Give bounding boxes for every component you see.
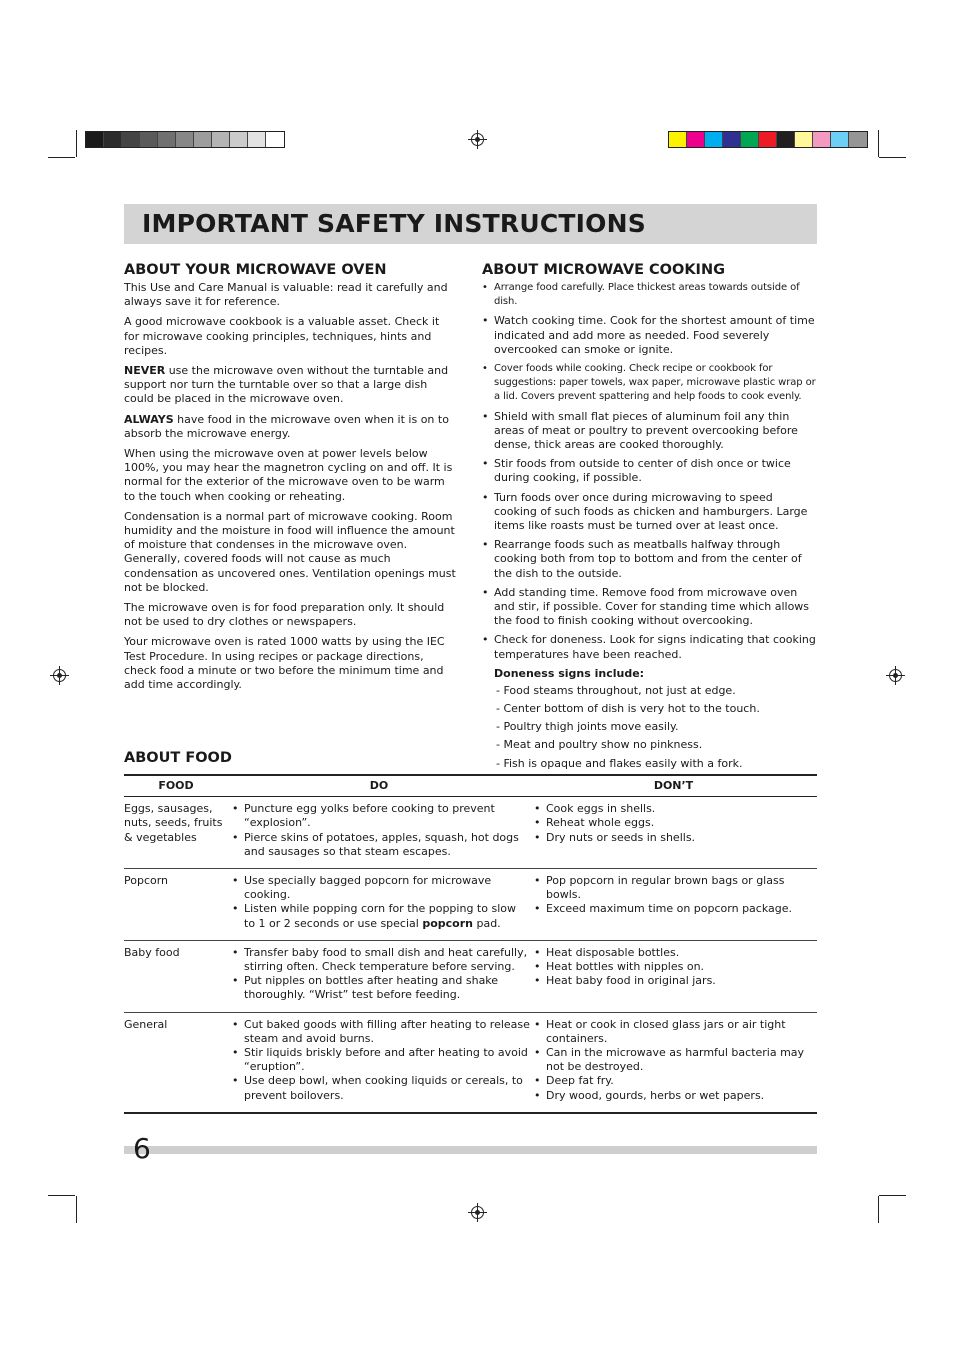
cooking-tip-text: Add standing time. Remove food from microwave oven and stir, if possible. Cover for standing time which allows the food to finish cooking without overcooking. (494, 585, 810, 628)
about-oven-heading: ABOUT YOUR MICROWAVE OVEN (124, 262, 387, 278)
cooking-tip (482, 362, 818, 405)
food-table-header (124, 775, 817, 797)
do-item (228, 902, 530, 930)
do-item (228, 1046, 530, 1074)
cooking-tips-list (482, 281, 818, 662)
about-oven-paragraphs (124, 281, 457, 692)
color-swatch (849, 132, 867, 147)
do-text: Transfer baby food to small dish and heat carefully, stirring often. Check temperature before serving. (244, 945, 528, 974)
do-item (228, 1074, 530, 1102)
do-text: Puncture egg yolks before cooking to prevent “explosion”. (244, 802, 495, 830)
do-cell (228, 797, 530, 869)
table-row (124, 797, 817, 869)
gray-swatch (140, 132, 158, 147)
food-cell: General (124, 1012, 228, 1113)
dont-text: Cook eggs in shells. (546, 802, 656, 816)
gray-swatch (212, 132, 230, 147)
cooking-tip (482, 633, 818, 661)
do-item (228, 802, 530, 830)
do-item (228, 831, 530, 859)
do-text: Pierce skins of potatoes, apples, squash, hot dogs and sausages so that steam escapes. (244, 830, 519, 858)
gray-swatch (122, 132, 140, 147)
dont-item (530, 802, 817, 816)
paragraph-text: use the microwave oven without the turntable and support nor turn the turntable over so that a large dish could be placed in the microwave oven. (124, 364, 449, 406)
dont-item (530, 902, 817, 916)
registration-mark-right-icon (889, 669, 902, 682)
cooking-tip (482, 457, 818, 485)
dont-cell (530, 797, 817, 869)
bullet-icon: • (482, 457, 489, 471)
do-cell (228, 1012, 530, 1113)
dont-list (530, 1018, 817, 1103)
about-cooking-heading: ABOUT MICROWAVE COOKING (482, 262, 725, 278)
color-swatch (831, 132, 849, 147)
dont-text: Deep fat fry. (546, 1074, 614, 1088)
dont-text: Exceed maximum time on popcorn package. (546, 902, 793, 916)
cooking-tip (482, 538, 818, 581)
paragraph-text: have food in the microwave oven when it is on to absorb the microwave energy. (124, 412, 449, 440)
dont-item (530, 1018, 817, 1046)
title-band (124, 204, 817, 244)
doneness-heading: Doneness signs include: (494, 666, 645, 680)
dont-list (530, 874, 817, 917)
do-list (228, 802, 530, 859)
dont-item (530, 831, 817, 845)
food-cell: Baby food (124, 940, 228, 1012)
bullet-icon: • (232, 1046, 239, 1060)
registration-mark-left-icon (53, 669, 66, 682)
paragraph-text: A good microwave cookbook is a valuable asset. Check it for microwave cooking principles, techniques, hints and recipes. (124, 315, 440, 357)
registration-mark-bottom-icon (471, 1206, 484, 1219)
bullet-icon: • (482, 409, 489, 423)
dont-text: Heat bottles with nipples on. (546, 960, 705, 974)
do-list (228, 1018, 530, 1103)
cooking-tip-text: Turn foods over once during microwaving to speed cooking of such foods as chicken and hamburgers. Large items like roasts must be turned over at least once. (494, 490, 808, 533)
dont-text: Dry nuts or seeds in shells. (546, 830, 696, 844)
oven-paragraph (124, 413, 457, 441)
oven-paragraph (124, 364, 457, 407)
doneness-sign: - Poultry thigh joints move easily. (496, 720, 679, 734)
dont-item (530, 816, 817, 830)
doneness-sign: - Meat and poultry show no pinkness. (496, 738, 703, 752)
table-row (124, 869, 817, 941)
gray-swatch (104, 132, 122, 147)
bullet-icon: • (534, 830, 541, 844)
cooking-tip-text: Stir foods from outside to center of dish once or twice during cooking, if possible. (494, 457, 791, 485)
oven-paragraph (124, 635, 457, 692)
bullet-icon: • (534, 902, 541, 916)
bullet-icon: • (232, 974, 239, 988)
bullet-icon: • (232, 902, 239, 916)
about-food-heading: ABOUT FOOD (124, 750, 232, 766)
about-cooking-section (482, 262, 818, 775)
cooking-tip-text: Shield with small flat pieces of aluminum foil any thin areas of meat or poultry to prevent overcooking before dense, thick areas are cooked thoroughly. (494, 409, 798, 452)
do-item (228, 874, 530, 902)
bullet-icon: • (534, 1046, 541, 1060)
do-list (228, 874, 530, 931)
color-swatch (705, 132, 723, 147)
bullet-icon: • (482, 490, 489, 504)
dont-cell (530, 940, 817, 1012)
bullet-icon: • (482, 538, 489, 552)
bullet-icon: • (232, 802, 239, 816)
color-swatch (795, 132, 813, 147)
gray-swatch (158, 132, 176, 147)
bullet-icon: • (534, 816, 541, 830)
bullet-icon: • (482, 633, 489, 647)
paragraph-text: When using the microwave oven at power levels below 100%, you may hear the magnetron cycling on and off. It is normal for the exterior of the microwave oven to be warm to the touch when cooking or reheating. (124, 447, 453, 503)
gray-color-bar (85, 131, 285, 148)
table-row (124, 1012, 817, 1113)
do-text: Cut baked goods with filling after heating to release steam and avoid burns. (244, 1017, 530, 1045)
color-swatch (687, 132, 705, 147)
dont-text: Heat or cook in closed glass jars or air tight containers. (546, 1017, 786, 1045)
bullet-icon: • (534, 802, 541, 816)
dont-cell (530, 869, 817, 941)
column-header-food: FOOD (124, 775, 228, 797)
page-number: 6 (133, 1132, 151, 1165)
gray-swatch (176, 132, 194, 147)
oven-paragraph (124, 447, 457, 504)
bullet-icon: • (534, 1074, 541, 1088)
bullet-icon: • (232, 945, 239, 959)
do-text: Stir liquids briskly before and after heating to avoid “eruption”. (244, 1046, 528, 1074)
oven-paragraph (124, 281, 457, 309)
dont-item (530, 960, 817, 974)
food-cell: Popcorn (124, 869, 228, 941)
do-text: Use specially bagged popcorn for microwave cooking. (244, 874, 492, 902)
dont-text: Can in the microwave as harmful bacteria may not be destroyed. (546, 1046, 805, 1074)
do-item (228, 974, 530, 1002)
dont-item (530, 874, 817, 902)
bullet-icon: • (534, 874, 541, 888)
food-table (124, 774, 817, 1114)
color-swatch (777, 132, 795, 147)
registration-mark-top-icon (471, 133, 484, 146)
do-item (228, 1018, 530, 1046)
doneness-sign: - Fish is opaque and flakes easily with a fork. (496, 756, 743, 770)
oven-paragraph (124, 315, 457, 358)
bullet-icon: • (232, 874, 239, 888)
bullet-icon: • (534, 945, 541, 959)
table-row (124, 940, 817, 1012)
bullet-icon: • (482, 363, 488, 375)
dont-text: Reheat whole eggs. (546, 816, 655, 830)
do-cell (228, 869, 530, 941)
dont-list (530, 802, 817, 845)
color-swatch (813, 132, 831, 147)
bullet-icon: • (232, 1017, 239, 1031)
dont-text: Dry wood, gourds, herbs or wet papers. (546, 1088, 765, 1102)
dont-text: Heat disposable bottles. (546, 945, 680, 959)
oven-paragraph (124, 510, 457, 595)
column-header-do: DO (228, 775, 530, 797)
gray-swatch (194, 132, 212, 147)
dont-text: Pop popcorn in regular brown bags or glass bowls. (546, 874, 785, 902)
bullet-icon: • (534, 960, 541, 974)
page-title: IMPORTANT SAFETY INSTRUCTIONS (142, 209, 646, 238)
cooking-tip (482, 410, 818, 453)
bullet-icon: • (482, 314, 489, 328)
doneness-sign: - Food steams throughout, not just at edge. (496, 683, 736, 697)
bullet-icon: • (534, 1017, 541, 1031)
emphasis-word: popcorn (422, 916, 473, 930)
dont-list (530, 946, 817, 989)
cooking-tip-text: Check for doneness. Look for signs indicating that cooking temperatures have been reached. (494, 633, 816, 661)
paragraph-text: This Use and Care Manual is valuable: read it carefully and always save it for reference. (124, 281, 448, 309)
do-item (228, 946, 530, 974)
do-cell (228, 940, 530, 1012)
bullet-icon: • (482, 585, 489, 599)
paragraph-text: Your microwave oven is rated 1000 watts by using the IEC Test Procedure. In using recipes or package directions, check food a minute or two before the minimum time and add time accordingly. (124, 635, 445, 692)
dont-item (530, 974, 817, 988)
process-color-bar (668, 131, 868, 148)
bullet-icon: • (232, 1074, 239, 1088)
color-swatch (759, 132, 777, 147)
food-cell: Eggs, sausages, nuts, seeds, fruits & vegetables (124, 797, 228, 869)
footer-bar (124, 1146, 817, 1154)
emphasis-word: NEVER (124, 364, 166, 378)
do-text: Listen while popping corn for the popping to slow to 1 or 2 seconds or use special popcorn pad. (244, 902, 516, 930)
paragraph-text: Condensation is a normal part of microwave cooking. Room humidity and the moisture in food will influence the amount of moisture that condenses in the microwave oven. Generally, covered foods will not cause as much condensation as uncovered ones. Ventilation openings must not be blocked. (124, 509, 456, 594)
dont-item (530, 1046, 817, 1074)
gray-swatch (86, 132, 104, 147)
column-header-dont: DON’T (530, 775, 817, 797)
do-text: Put nipples on bottles after heating and shake thoroughly. “Wrist” test before feeding. (244, 974, 499, 1002)
cooking-tip (482, 314, 818, 357)
cooking-tip (482, 491, 818, 534)
color-swatch (741, 132, 759, 147)
do-list (228, 946, 530, 1003)
color-swatch (669, 132, 687, 147)
dont-cell (530, 1012, 817, 1113)
color-swatch (723, 132, 741, 147)
about-oven-section (124, 262, 457, 698)
bullet-icon: • (534, 974, 541, 988)
gray-swatch (266, 132, 284, 147)
dont-item (530, 1074, 817, 1088)
gray-swatch (230, 132, 248, 147)
cooking-tip-text: Arrange food carefully. Place thickest areas towards outside of dish. (494, 282, 800, 308)
cooking-tip (482, 586, 818, 629)
doneness-list (482, 684, 818, 771)
cooking-tip-text: Watch cooking time. Cook for the shortest amount of time indicated and add more as needed. Food severely overcooked can smoke or ignite. (494, 314, 815, 356)
gray-swatch (248, 132, 266, 147)
bullet-icon: • (482, 282, 488, 293)
dont-text: Heat baby food in original jars. (546, 974, 716, 988)
paragraph-text: The microwave oven is for food preparation only. It should not be used to dry clothes or newspapers. (124, 601, 445, 629)
bullet-icon: • (232, 830, 239, 844)
cooking-tip (482, 281, 818, 309)
do-text: Use deep bowl, when cooking liquids or cereals, to prevent boilovers. (244, 1074, 523, 1102)
cooking-tip-text: Cover foods while cooking. Check recipe or cookbook for suggestions: paper towels, wax paper, microwave plastic wrap or a lid. Covers prevent spattering and help foods to cook evenly. (494, 363, 816, 403)
dont-item (530, 1089, 817, 1103)
dont-item (530, 946, 817, 960)
doneness-sign: - Center bottom of dish is very hot to the touch. (496, 702, 760, 716)
emphasis-word: ALWAYS (124, 412, 174, 426)
bullet-icon: • (534, 1088, 541, 1102)
oven-paragraph (124, 601, 457, 629)
cooking-tip-text: Rearrange foods such as meatballs halfway through cooking both from top to bottom and from the center of the dish to the outside. (494, 538, 802, 580)
